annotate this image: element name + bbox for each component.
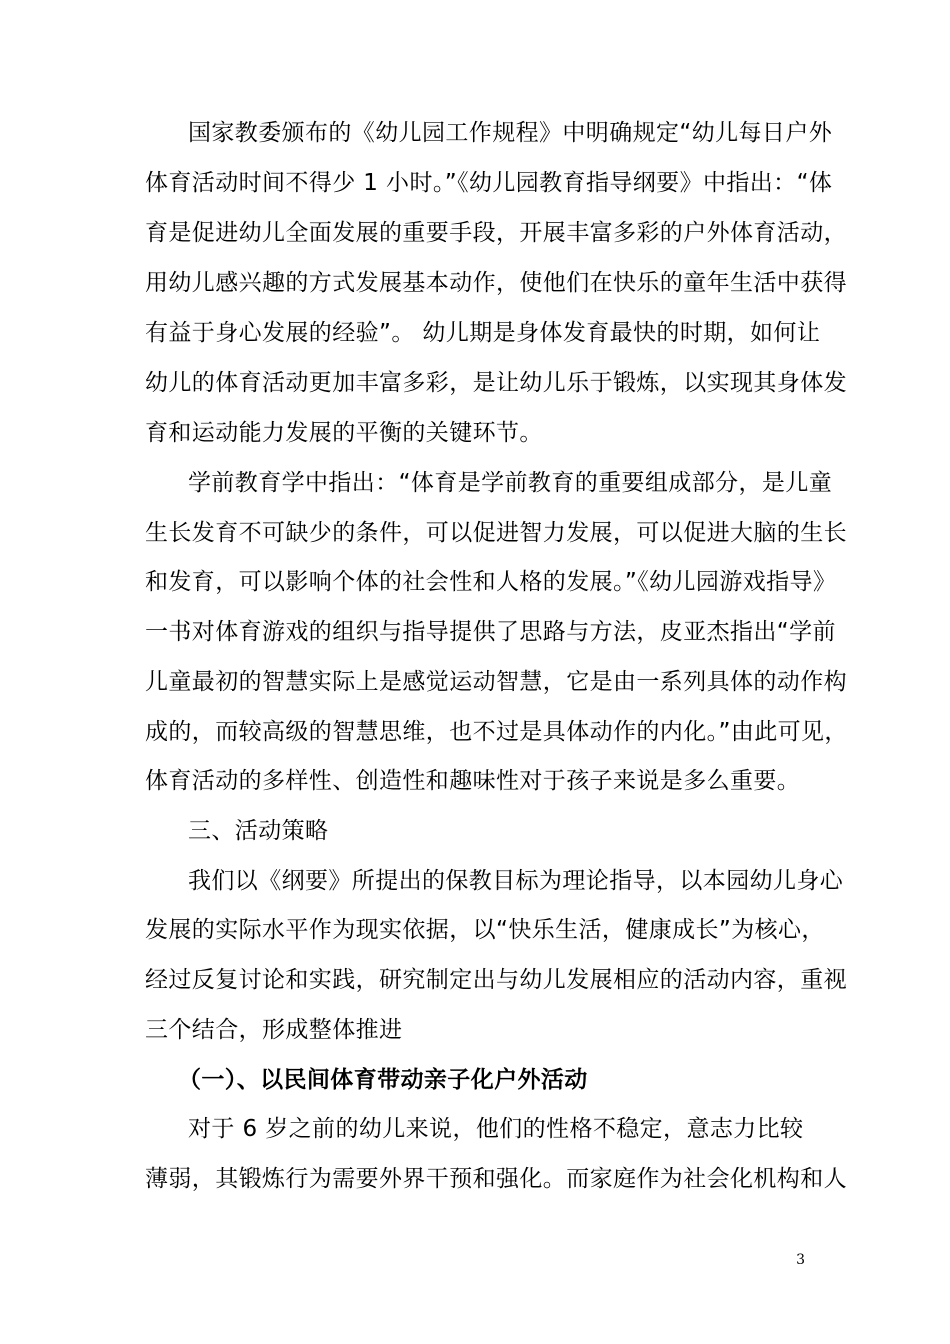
text-line: 儿童最初的智慧实际上是感觉运动智慧，它是由一系列具体的动作构 xyxy=(145,669,847,695)
text-line: 学前教育学中指出：“体育是学前教育的重要组成部分，是儿童 xyxy=(188,470,833,496)
page-number: 3 xyxy=(796,1252,805,1268)
text-line: 体育活动时间不得少 1 小时。”《幼儿园教育指导纲要》中指出：“体 xyxy=(145,170,833,196)
text-line: 和发育，可以影响个体的社会性和人格的发展。”《幼儿园游戏指导》 xyxy=(145,569,837,595)
text-line: 三个结合，形成整体推进 xyxy=(145,1017,403,1043)
text-line: 经过反复讨论和实践，研究制定出与幼儿发展相应的活动内容，重视 xyxy=(145,967,847,993)
text-line: 我们以《纲要》所提出的保教目标为理论指导，以本园幼儿身心 xyxy=(188,868,844,894)
text-line: 国家教委颁布的《幼儿园工作规程》中明确规定“幼儿每日户外 xyxy=(188,120,833,146)
text-line: 育是促进幼儿全面发展的重要手段，开展丰富多彩的户外体育活动， xyxy=(145,220,847,246)
text-line: 育和运动能力发展的平衡的关键环节。 xyxy=(145,420,543,446)
text-line: 有益于身心发展的经验”。 幼儿期是身体发育最快的时期，如何让 xyxy=(145,320,821,346)
text-line: 发展的实际水平作为现实依据，以“快乐生活，健康成长”为核心， xyxy=(145,917,825,943)
text-line: 成的，而较高级的智慧思维，也不过是具体动作的内化。”由此可见， xyxy=(145,719,848,745)
subheading: （一）、以民间体育带动亲子化户外活动 xyxy=(178,1067,588,1093)
text-line: 一书对体育游戏的组织与指导提供了思路与方法，皮亚杰指出“学前 xyxy=(145,619,836,645)
text-line: 对于 6 岁之前的幼儿来说，他们的性格不稳定，意志力比较 xyxy=(188,1116,804,1142)
text-line: 薄弱，其锻炼行为需要外界干预和强化。而家庭作为社会化机构和人 xyxy=(145,1166,847,1192)
text-line: 用幼儿感兴趣的方式发展基本动作，使他们在快乐的童年生活中获得 xyxy=(145,270,847,296)
text-line: 幼儿的体育活动更加丰富多彩，是让幼儿乐于锻炼，以实现其身体发 xyxy=(145,370,847,396)
section-heading: 三、活动策略 xyxy=(188,818,329,844)
text-line: 体育活动的多样性、创造性和趣味性对于孩子来说是多么重要。 xyxy=(145,768,801,794)
text-line: 生长发育不可缺少的条件，可以促进智力发展，可以促进大脑的生长 xyxy=(145,520,847,546)
